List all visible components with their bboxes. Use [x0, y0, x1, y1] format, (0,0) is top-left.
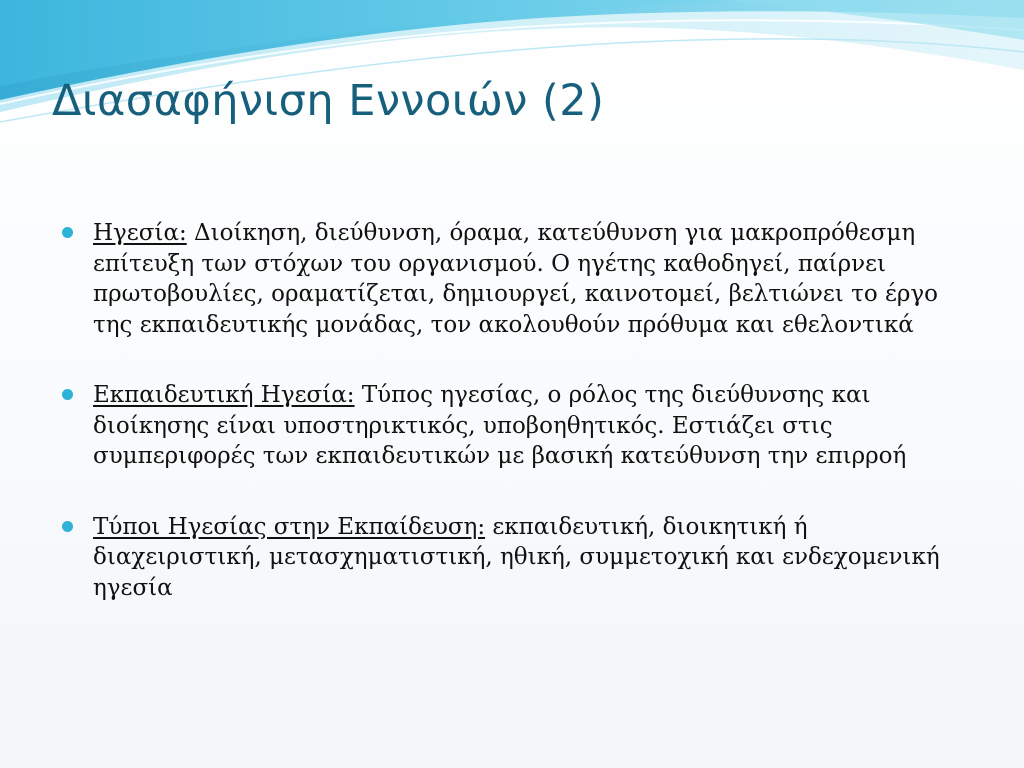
bullet-term: Εκπαιδευτική Ηγεσία:: [93, 382, 355, 408]
bullet-item-educational-leadership: [62, 380, 972, 472]
bullet-list: [62, 218, 972, 643]
bullet-text: Τύπος ηγεσίας, ο ρόλος της διεύθυνσης και διοίκησης είναι υποστηρικτικός, υποβοηθητικός. Εστιάζει στις συμπεριφορές των εκπαιδευτικών με βασική κατεύθυνση την επιρροή: [93, 382, 907, 469]
bullet-dot-icon: [62, 227, 73, 238]
bullet-term: Τύποι Ηγεσίας στην Εκπαίδευση:: [93, 513, 486, 540]
bullet-dot-icon: [62, 521, 73, 532]
bullet-item-leadership: [62, 218, 972, 340]
bullet-term: Ηγεσία:: [93, 220, 187, 246]
bullet-text: εκπαιδευτική, διοικητική ή διαχειριστική, μετασχηματιστική, ηθική, συμμετοχική και ενδεχομενική ηγεσία: [93, 513, 940, 601]
wave-decoration: [0, 0, 1024, 150]
bullet-text: Διοίκηση, διεύθυνση, όραμα, κατεύθυνση για μακροπρόθεσμη επίτευξη των στόχων του οργανισμού. Ο ηγέτης καθοδηγεί, παίρνει πρωτοβουλίες, οραματίζεται, δημιουργεί, καινοτομεί, βελτιώνει το έργο της εκπαιδευτικής μονάδας, τον ακολουθούν πρόθυμα και εθελοντικά: [93, 220, 939, 338]
slide-title: Διασαφήνιση Εννοιών (2): [52, 76, 605, 126]
bullet-dot-icon: [62, 389, 73, 400]
bullet-item-leadership-types: [62, 512, 972, 604]
